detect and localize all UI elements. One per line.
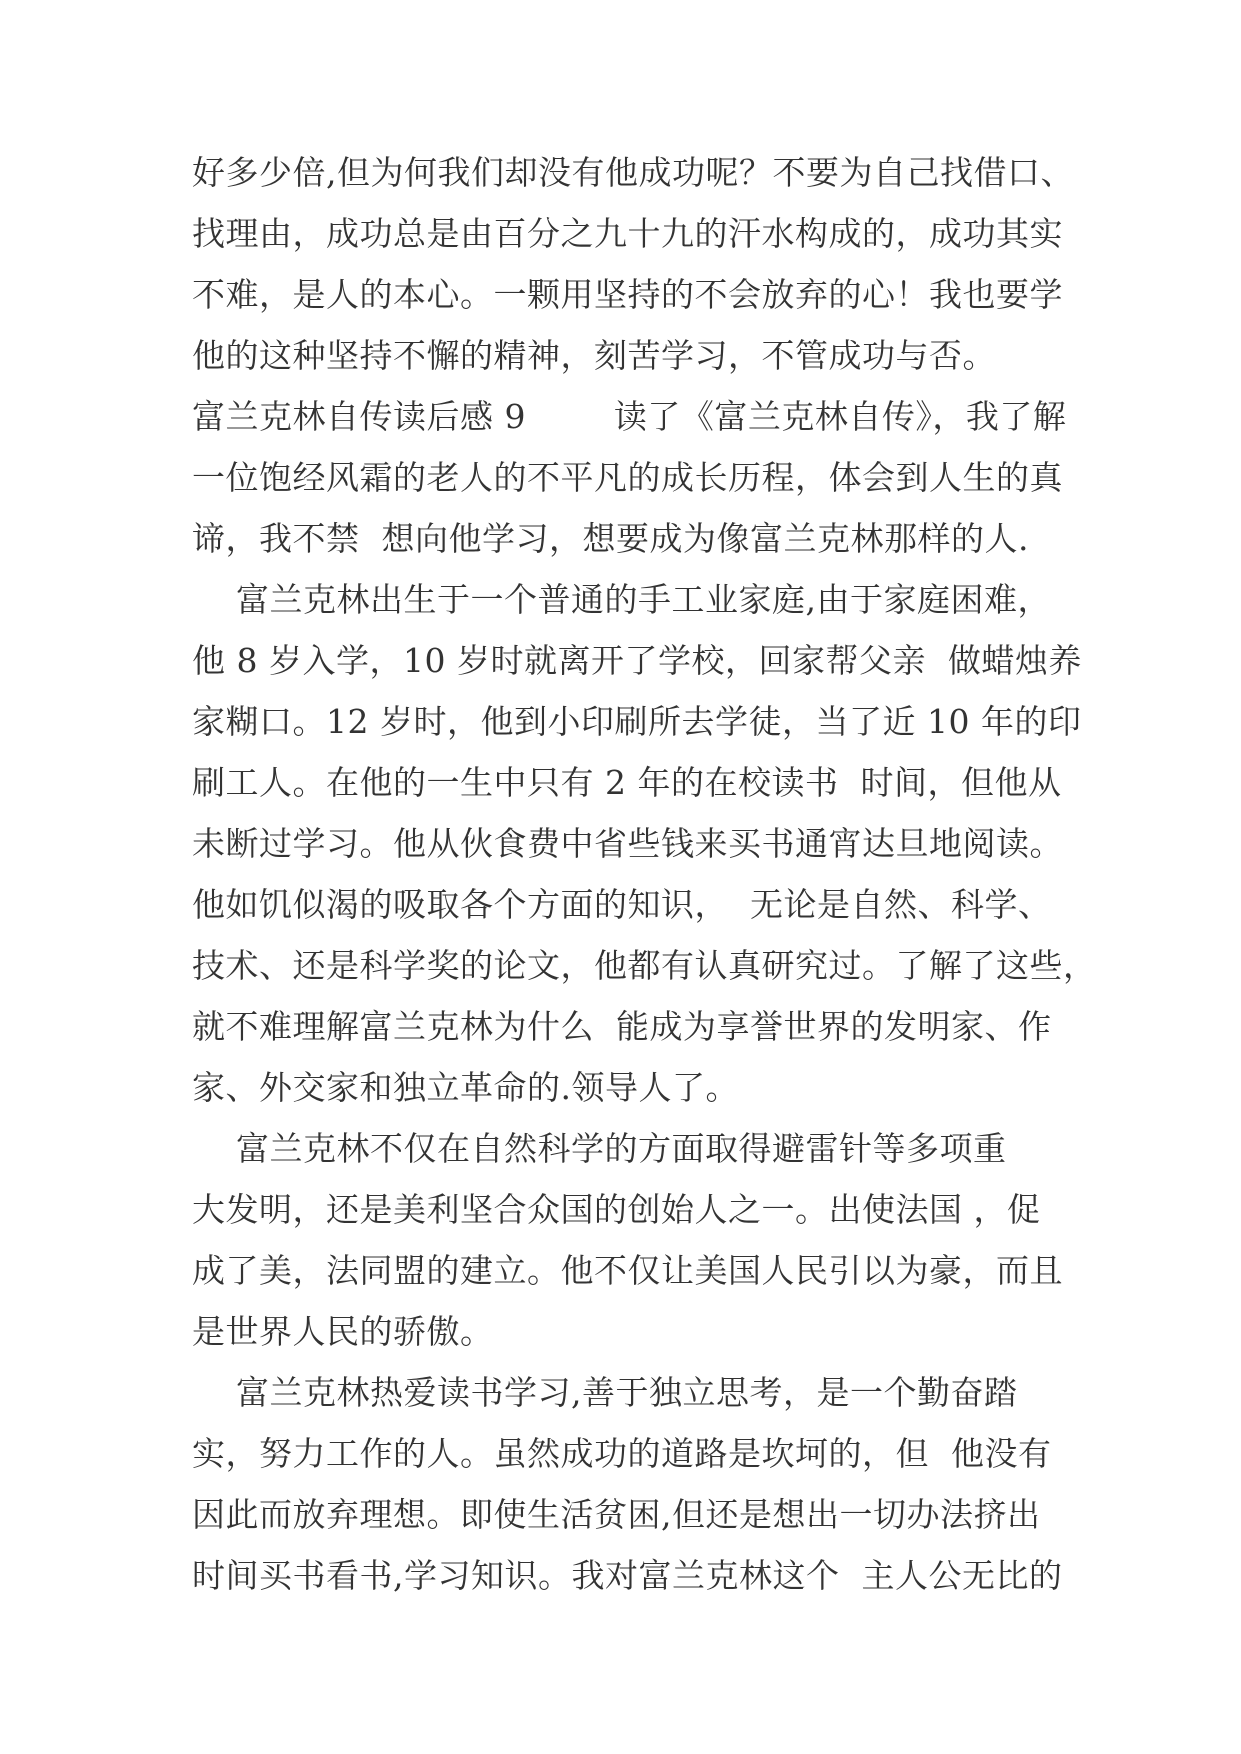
text-line: 他如饥似渴的吸取各个方面的知识， 无论是自然、科学、 [192,885,1052,924]
paragraph-start-line: 富兰克林出生于一个普通的手工业家庭,由于家庭困难， [192,580,1051,619]
text-line: 好多少倍,但为何我们却没有他成功呢？不要为自己找借口、 [192,153,1074,192]
text-line: 他的这种坚持不懈的精神，刻苦学习，不管成功与否。 [192,336,996,375]
text-line: 是世界人民的骄傲。 [192,1312,494,1351]
text-line: 技术、还是科学奖的论文，他都有认真研究过。了解了这些， [192,946,1097,985]
text-line: 一位饱经风霜的老人的不平凡的成长历程，体会到人生的真 [192,458,1063,497]
text-line: 未断过学习。他从伙食费中省些钱来买书通宵达旦地阅读。 [192,824,1063,863]
text-line: 家、外交家和独立革命的.领导人了。 [192,1068,739,1107]
text-line: 刷工人。在他的一生中只有 2 年的在校读书 时间，但他从 [192,763,1062,802]
text-line: 因此而放弃理想。即使生活贫困,但还是想出一切办法挤出 [192,1495,1041,1534]
text-line: 时间买书看书,学习知识。我对富兰克林这个 主人公无比的 [192,1556,1063,1595]
text-line: 实，努力工作的人。虽然成功的道路是坎坷的，但 他没有 [192,1434,1052,1473]
text-line: 成了美，法同盟的建立。他不仅让美国人民引以为豪，而且 [192,1251,1063,1290]
text-line: 谛，我不禁 想向他学习，想要成为像富兰克林那样的人. [192,519,1029,558]
paragraph-start-line: 富兰克林不仅在自然科学的方面取得避雷针等多项重 [192,1129,1007,1168]
text-line: 不难，是人的本心。一颗用坚持的不会放弃的心！我也要学 [192,275,1063,314]
text-line: 大发明，还是美利坚合众国的创始人之一。出使法国 ，促 [192,1190,1041,1229]
text-line: 就不难理解富兰克林为什么 能成为享誉世界的发明家、作 [192,1007,1052,1046]
paragraph-start-line: 富兰克林热爱读书学习,善于独立思考，是一个勤奋踏 [192,1373,1018,1412]
text-line: 他 8 岁入学，10 岁时就离开了学校，回家帮父亲 做蜡烛养 [192,641,1082,680]
text-line: 找理由，成功总是由百分之九十九的汗水构成的，成功其实 [192,214,1063,253]
section-heading-line: 富兰克林自传读后感 9 读了《富兰克林自传》，我了解 [192,397,1067,436]
text-line: 家糊口。12 岁时，他到小印刷所去学徒，当了近 10 年的印 [192,702,1082,741]
